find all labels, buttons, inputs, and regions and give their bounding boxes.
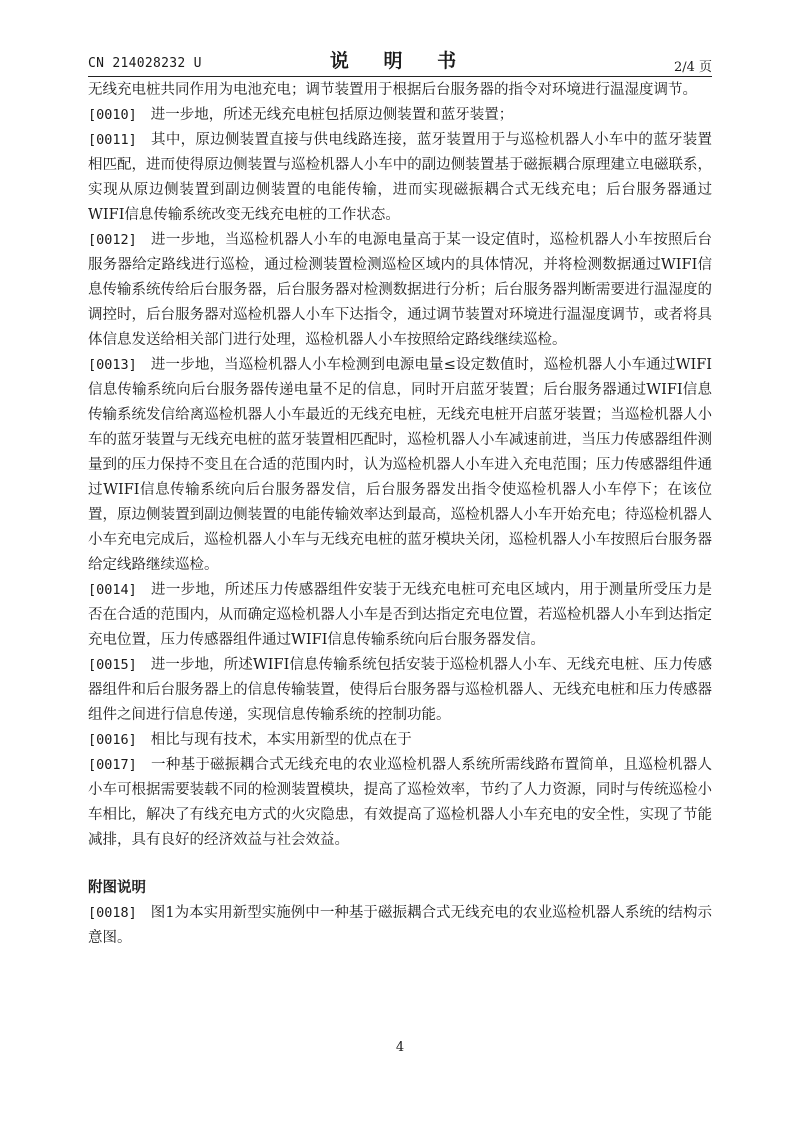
paragraph-text: 一种基于磁振耦合式无线充电的农业巡检机器人系统所需线路布置简单，且巡检机器人小车可根据需要装载不同的检测装置模块，提高了巡检效率，节约了人力资源，同时与传统巡检小车相比，解决了有线充电方式的火灾隐患，有效提高了巡检机器人小车充电的安全性，实现了节能减排，具有良好的经济效益与社会效益。 <box>88 757 712 848</box>
paragraph-number: [0017] <box>88 757 137 773</box>
publication-number: CN 214028232 U <box>88 56 202 71</box>
paragraph-number: [0015] <box>88 657 137 673</box>
document-title: 说 明 书 <box>329 50 471 72</box>
paragraph-text: 进一步地，所述压力传感器组件安装于无线充电桩可充电区域内，用于测量所受压力是否在合适的范围内，从而确定巡检机器人小车是否到达指定充电位置，若巡检机器人小车到达指定充电位置，压力传感器组件通过WIFI信息传输系统向后台服务器发信。 <box>88 582 712 648</box>
paragraph-0013 <box>88 353 712 578</box>
paragraph-0016 <box>88 728 712 753</box>
figure-section-heading: 附图说明 <box>88 880 146 896</box>
paragraph-number: [0010] <box>88 107 137 123</box>
paragraph-text: 进一步地，当巡检机器人小车的电源电量高于某一设定值时，巡检机器人小车按照后台服务器给定路线进行巡检，通过检测装置检测巡检区域内的具体情况，并将检测数据通过WIFI信息传输系统传给后台服务器，后台服务器对检测数据进行分析；后台服务器判断需要进行温湿度的调控时，后台服务器对巡检机器人小车下达指令，通过调节装置对环境进行温湿度调节，或者将具体信息发送给相关部门进行处理，巡检机器人小车按照给定路线继续巡检。 <box>88 232 712 348</box>
paragraph-text: 图1为本实用新型实施例中一种基于磁振耦合式无线充电的农业巡检机器人系统的结构示意图。 <box>88 905 712 946</box>
paragraph-number: [0012] <box>88 232 137 248</box>
paragraph-number: [0016] <box>88 732 137 748</box>
paragraph-0018 <box>88 901 712 951</box>
paragraph-text: 进一步地，所述无线充电桩包括原边侧装置和蓝牙装置； <box>150 107 514 123</box>
paragraph-text: 相比与现有技术，本实用新型的优点在于 <box>150 732 412 748</box>
page-number: 4 <box>395 1040 405 1055</box>
paragraph-0011 <box>88 128 712 228</box>
paragraph-text: 其中，原边侧装置直接与供电线路连接，蓝牙装置用于与巡检机器人小车中的蓝牙装置相匹配，进而使得原边侧装置与巡检机器人小车中的副边侧装置基于磁振耦合原理建立电磁联系，实现从原边侧装置到副边侧装置的电能传输，进而实现磁振耦合式无线充电；后台服务器通过WIFI信息传输系统改变无线充电桩的工作状态。 <box>88 132 712 223</box>
document-body <box>88 78 712 951</box>
page-indicator: 2/4 页 <box>673 60 712 75</box>
paragraph-0017 <box>88 753 712 853</box>
continuation-paragraph: 无线充电桩共同作用为电池充电；调节装置用于根据后台服务器的指令对环境进行温湿度调节。 <box>88 82 697 98</box>
page-header <box>88 46 712 77</box>
paragraph-number: [0014] <box>88 582 137 598</box>
paragraph-0012 <box>88 228 712 353</box>
paragraph-0010 <box>88 103 712 128</box>
paragraph-number: [0013] <box>88 357 137 373</box>
paragraph-number: [0011] <box>88 132 137 148</box>
paragraph-0015 <box>88 653 712 728</box>
paragraph-text: 进一步地，当巡检机器人小车检测到电源电量≤设定数值时，巡检机器人小车通过WIFI信息传输系统向后台服务器传递电量不足的信息，同时开启蓝牙装置；后台服务器通过WIFI信息传输系统发信给离巡检机器人小车最近的无线充电桩，无线充电桩开启蓝牙装置；当巡检机器人小车的蓝牙装置与无线充电桩的蓝牙装置相匹配时，巡检机器人小车减速前进，当压力传感器组件测量到的压力保持不变且在合适的范围内时，认为巡检机器人小车进入充电范围；压力传感器组件通过WIFI信息传输系统向后台服务器发信，后台服务器发出指令使巡检机器人小车停下；在该位置，原边侧装置到副边侧装置的电能传输效率达到最高，巡检机器人小车开始充电；待巡检机器人小车充电完成后，巡检机器人小车与无线充电桩的蓝牙模块关闭，巡检机器人小车按照后台服务器给定线路继续巡检。 <box>88 357 712 573</box>
paragraph-text: 进一步地，所述WIFI信息传输系统包括安装于巡检机器人小车、无线充电桩、压力传感器组件和后台服务器上的信息传输装置，使得后台服务器与巡检机器人、无线充电桩和压力传感器组件之间进行信息传递，实现信息传输系统的控制功能。 <box>88 657 712 723</box>
paragraph-number: [0018] <box>88 905 137 921</box>
paragraph-0014 <box>88 578 712 653</box>
